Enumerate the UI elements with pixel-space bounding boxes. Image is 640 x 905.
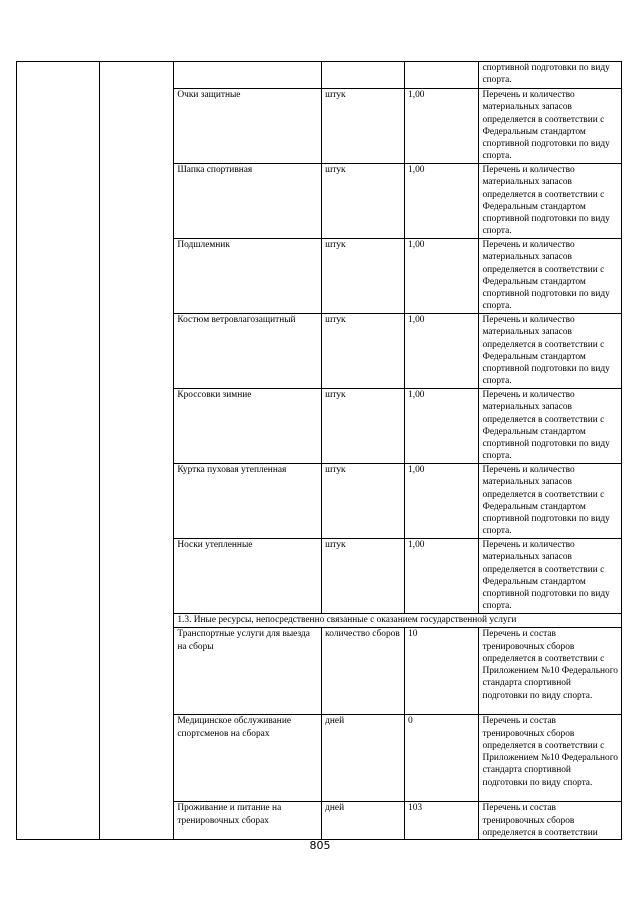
resource-name: Куртка пуховая утепленная	[174, 464, 322, 539]
note-cell: Перечень и количество материальных запасов определяется в соответствии с Федеральным стандартом спортивной подготовки по виду спорта.	[479, 389, 622, 464]
note-cell: Перечень и состав тренировочных сборов определяется в соответствии	[479, 802, 622, 840]
note-cell: Перечень и количество материальных запасов определяется в соответствии с Федеральным стандартом спортивной подготовки по виду спорта.	[479, 89, 622, 164]
unit-cell: штук	[322, 464, 405, 539]
unit-cell: штук	[322, 389, 405, 464]
qty-cell: 1,00	[405, 89, 479, 164]
unit-cell: штук	[322, 314, 405, 389]
page-number: 805	[309, 839, 331, 852]
note-cell: Перечень и количество материальных запасов определяется в соответствии с Федеральным стандартом спортивной подготовки по виду спорта.	[479, 239, 622, 314]
table-row	[17, 62, 622, 89]
unit-cell: штук	[322, 539, 405, 614]
unit-cell: штук	[322, 239, 405, 314]
resource-name: Кроссовки зимние	[174, 389, 322, 464]
unit-cell: штук	[322, 89, 405, 164]
note-cell: Перечень и количество материальных запасов определяется в соответствии с Федеральным стандартом спортивной подготовки по виду спорта.	[479, 164, 622, 239]
note-cell: Перечень и количество материальных запасов определяется в соответствии с Федеральным стандартом спортивной подготовки по виду спорта.	[479, 539, 622, 614]
resource-name: Медицинское обслуживание спортсменов на сборах	[174, 715, 322, 802]
qty-cell: 103	[405, 802, 479, 840]
resource-name: Носки утепленные	[174, 539, 322, 614]
section-heading: 1.3. Иные ресурсы, непосредственно связанные с оказанием государственной услуги	[174, 614, 622, 628]
qty-cell: 1,00	[405, 239, 479, 314]
resource-name: Шапка спортивная	[174, 164, 322, 239]
resource-name: Проживание и питание на тренировочных сборах	[174, 802, 322, 840]
col1-merged-cell	[17, 62, 100, 840]
resource-name: Подшлемник	[174, 239, 322, 314]
unit-cell: дней	[322, 715, 405, 802]
qty-cell: 1,00	[405, 389, 479, 464]
qty-cell: 1,00	[405, 464, 479, 539]
unit-cell: количество сборов	[322, 628, 405, 715]
qty-cell: 1,00	[405, 539, 479, 614]
unit-cell: штук	[322, 164, 405, 239]
qty-cell: 0	[405, 715, 479, 802]
unit-cell: дней	[322, 802, 405, 840]
note-cell: спортивной подготовки по виду спорта.	[479, 62, 622, 89]
qty-cell: 10	[405, 628, 479, 715]
note-cell: Перечень и количество материальных запасов определяется в соответствии с Федеральным стандартом спортивной подготовки по виду спорта.	[479, 464, 622, 539]
resource-name: Очки защитные	[174, 89, 322, 164]
note-cell: Перечень и состав тренировочных сборов определяется в соответствии с Приложением №10 Федерального стандарта спортивной подготовки по виду спорта.	[479, 628, 622, 715]
resource-name: Транспортные услуги для выезда на сборы	[174, 628, 322, 715]
resource-name: Костюм ветровлагозащитный	[174, 314, 322, 389]
resources-table	[16, 61, 622, 840]
note-cell: Перечень и количество материальных запасов определяется в соответствии с Федеральным стандартом спортивной подготовки по виду спорта.	[479, 314, 622, 389]
qty-cell: 1,00	[405, 164, 479, 239]
qty-cell: 1,00	[405, 314, 479, 389]
col2-merged-cell	[99, 62, 173, 840]
note-cell: Перечень и состав тренировочных сборов определяется в соответствии с Приложением №10 Федерального стандарта спортивной подготовки по виду спорта.	[479, 715, 622, 802]
